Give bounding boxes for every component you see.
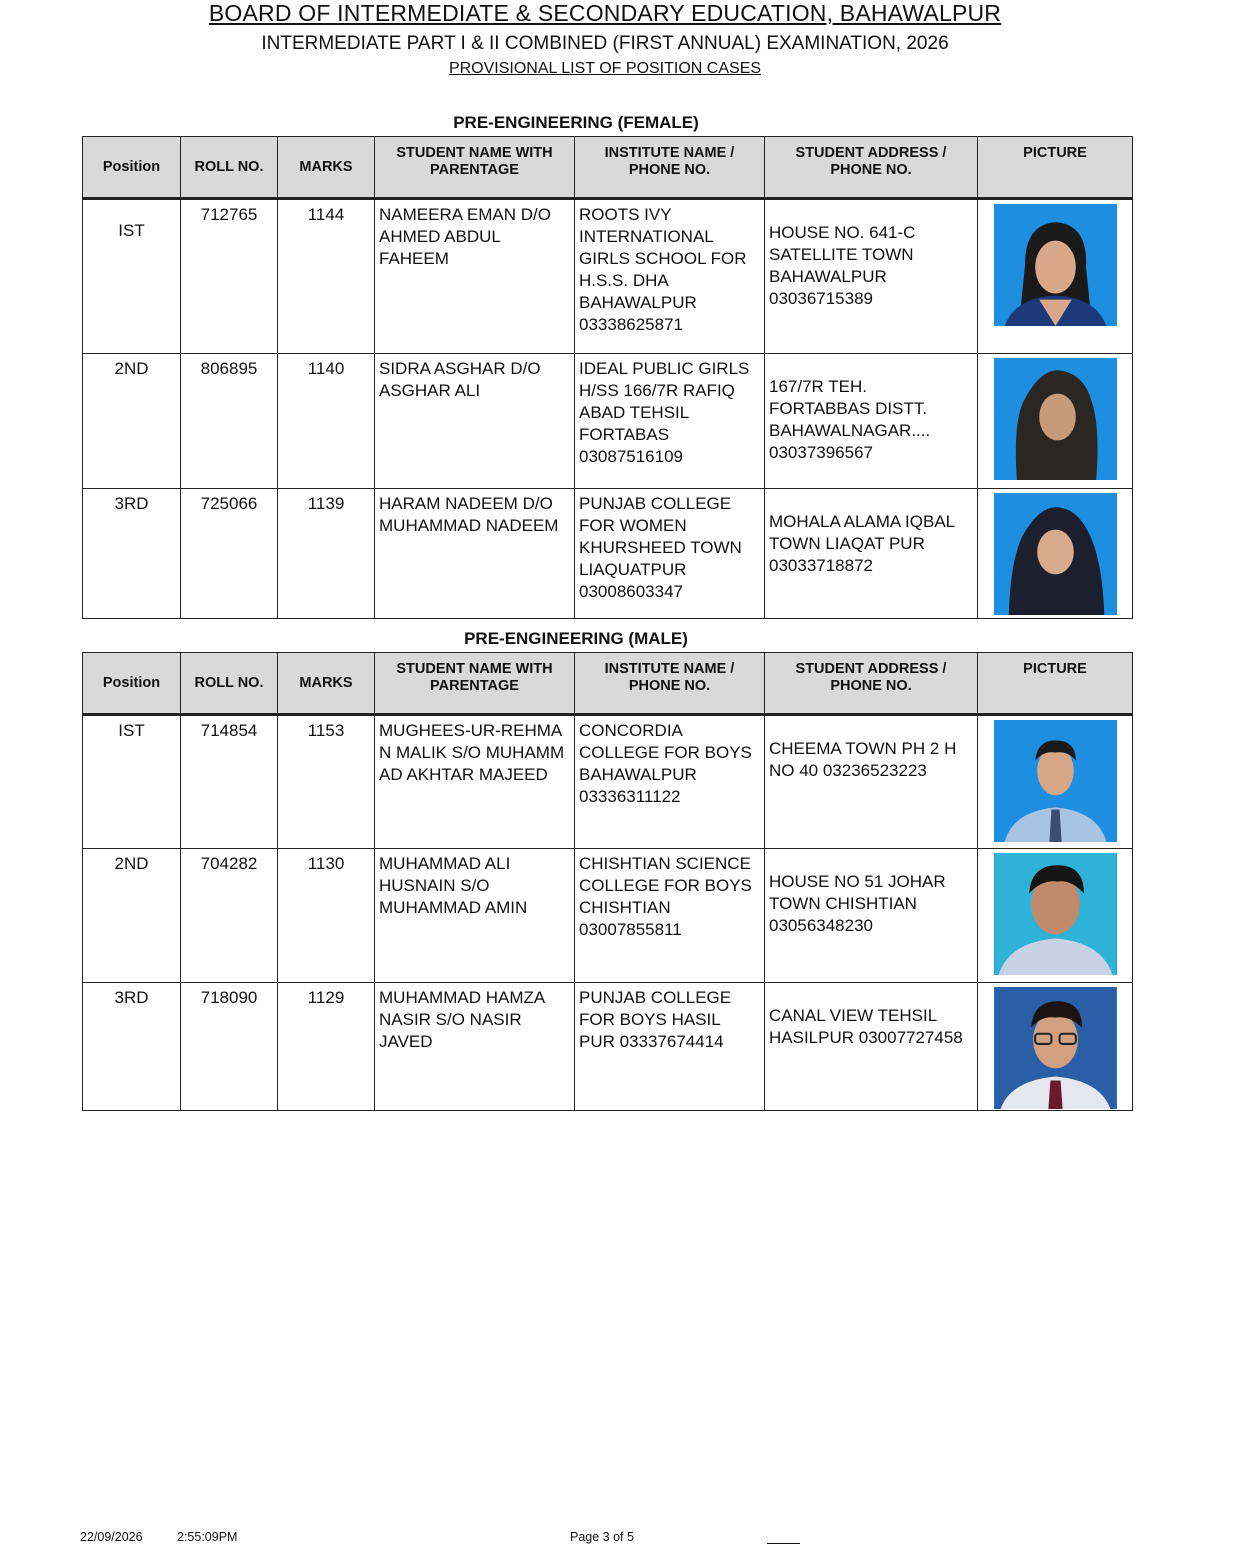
marks-cell: 1140 — [278, 354, 375, 489]
list-title: PROVISIONAL LIST OF POSITION CASES — [448, 60, 762, 77]
institute-cell: CONCORDIA COLLEGE FOR BOYS BAHAWALPUR 03336311122 — [575, 715, 765, 849]
table-header-row — [83, 137, 1133, 199]
institute-cell: PUNJAB COLLEGE FOR BOYS HASIL PUR 03337674414 — [575, 983, 765, 1111]
footer-rule — [767, 1543, 800, 1544]
student-photo — [994, 204, 1117, 326]
table-row — [83, 849, 1133, 983]
col-institute: INSTITUTE NAME / PHONE NO. — [575, 137, 765, 199]
student-photo — [994, 358, 1117, 480]
section-title-male: PRE-ENGINEERING (MALE) — [464, 629, 688, 648]
table-row — [83, 199, 1133, 354]
marks-cell: 1153 — [278, 715, 375, 849]
col-name: STUDENT NAME WITH PARENTAGE — [375, 653, 575, 715]
position-cell: IST — [83, 199, 181, 354]
address-cell: 167/7R TEH. FORTABBAS DISTT. BAHAWALNAGAR.... 03037396567 — [765, 354, 978, 489]
table-row — [83, 489, 1133, 619]
position-cell: 3RD — [83, 489, 181, 619]
institute-cell: PUNJAB COLLEGE FOR WOMEN KHURSHEED TOWN LIAQUATPUR 03008603347 — [575, 489, 765, 619]
position-table-female — [82, 136, 1133, 619]
position-cell: 2ND — [83, 354, 181, 489]
footer-page-number: Page 3 of 5 — [570, 1530, 634, 1544]
picture-cell — [978, 354, 1133, 489]
address-cell: CANAL VIEW TEHSIL HASILPUR 03007727458 — [765, 983, 978, 1111]
roll-cell: 704282 — [181, 849, 278, 983]
section-title-female: PRE-ENGINEERING (FEMALE) — [453, 113, 699, 132]
table-row — [83, 983, 1133, 1111]
col-marks: MARKS — [278, 653, 375, 715]
roll-cell: 714854 — [181, 715, 278, 849]
col-position: Position — [83, 137, 181, 199]
footer-date: 22/09/2026 — [80, 1530, 143, 1544]
picture-cell — [978, 715, 1133, 849]
institute-cell: IDEAL PUBLIC GIRLS H/SS 166/7R RAFIQ ABAD TEHSIL FORTABAS 03087516109 — [575, 354, 765, 489]
col-marks: MARKS — [278, 137, 375, 199]
roll-cell: 806895 — [181, 354, 278, 489]
student-photo — [994, 493, 1117, 615]
student-photo — [994, 853, 1117, 975]
table-row — [83, 715, 1133, 849]
col-address: STUDENT ADDRESS / PHONE NO. — [765, 137, 978, 199]
address-cell: MOHALA ALAMA IQBAL TOWN LIAQAT PUR 03033718872 — [765, 489, 978, 619]
address-cell: HOUSE NO. 641-C SATELLITE TOWN BAHAWALPUR 03036715389 — [765, 199, 978, 354]
address-cell: HOUSE NO 51 JOHAR TOWN CHISHTIAN 03056348230 — [765, 849, 978, 983]
student-photo — [994, 720, 1117, 842]
picture-cell — [978, 199, 1133, 354]
position-table-male — [82, 652, 1133, 1111]
roll-cell: 718090 — [181, 983, 278, 1111]
roll-cell: 712765 — [181, 199, 278, 354]
address-cell: CHEEMA TOWN PH 2 H NO 40 03236523223 — [765, 715, 978, 849]
col-roll: ROLL NO. — [181, 137, 278, 199]
marks-cell: 1129 — [278, 983, 375, 1111]
name-cell: MUHAMMAD HAMZA NASIR S/O NASIR JAVED — [375, 983, 575, 1111]
roll-cell: 725066 — [181, 489, 278, 619]
institute-cell: CHISHTIAN SCIENCE COLLEGE FOR BOYS CHISHTIAN 03007855811 — [575, 849, 765, 983]
table-header-row — [83, 653, 1133, 715]
board-title: BOARD OF INTERMEDIATE & SECONDARY EDUCATION, BAHAWALPUR — [208, 0, 1002, 26]
col-roll: ROLL NO. — [181, 653, 278, 715]
col-picture: PICTURE — [978, 653, 1133, 715]
name-cell: SIDRA ASGHAR D/O ASGHAR ALI — [375, 354, 575, 489]
picture-cell — [978, 983, 1133, 1111]
footer-time: 2:55:09PM — [177, 1530, 238, 1544]
position-cell: 3RD — [83, 983, 181, 1111]
col-picture: PICTURE — [978, 137, 1133, 199]
col-position: Position — [83, 653, 181, 715]
name-cell: MUHAMMAD ALI HUSNAIN S/O MUHAMMAD AMIN — [375, 849, 575, 983]
marks-cell: 1144 — [278, 199, 375, 354]
col-institute: INSTITUTE NAME / PHONE NO. — [575, 653, 765, 715]
position-cell: IST — [83, 715, 181, 849]
marks-cell: 1139 — [278, 489, 375, 619]
student-photo — [994, 987, 1117, 1109]
name-cell: MUGHEES-UR-REHMAN MALIK S/O MUHAMMAD AKHTAR MAJEED — [375, 715, 575, 849]
name-cell: NAMEERA EMAN D/O AHMED ABDUL FAHEEM — [375, 199, 575, 354]
name-cell: HARAM NADEEM D/O MUHAMMAD NADEEM — [375, 489, 575, 619]
position-cell: 2ND — [83, 849, 181, 983]
exam-title: INTERMEDIATE PART I & II COMBINED (FIRST ANNUAL) EXAMINATION, 2026 — [261, 33, 949, 54]
picture-cell — [978, 849, 1133, 983]
col-address: STUDENT ADDRESS / PHONE NO. — [765, 653, 978, 715]
marks-cell: 1130 — [278, 849, 375, 983]
col-name: STUDENT NAME WITH PARENTAGE — [375, 137, 575, 199]
table-row — [83, 354, 1133, 489]
institute-cell: ROOTS IVY INTERNATIONAL GIRLS SCHOOL FOR H.S.S. DHA BAHAWALPUR 03338625871 — [575, 199, 765, 354]
picture-cell — [978, 489, 1133, 619]
